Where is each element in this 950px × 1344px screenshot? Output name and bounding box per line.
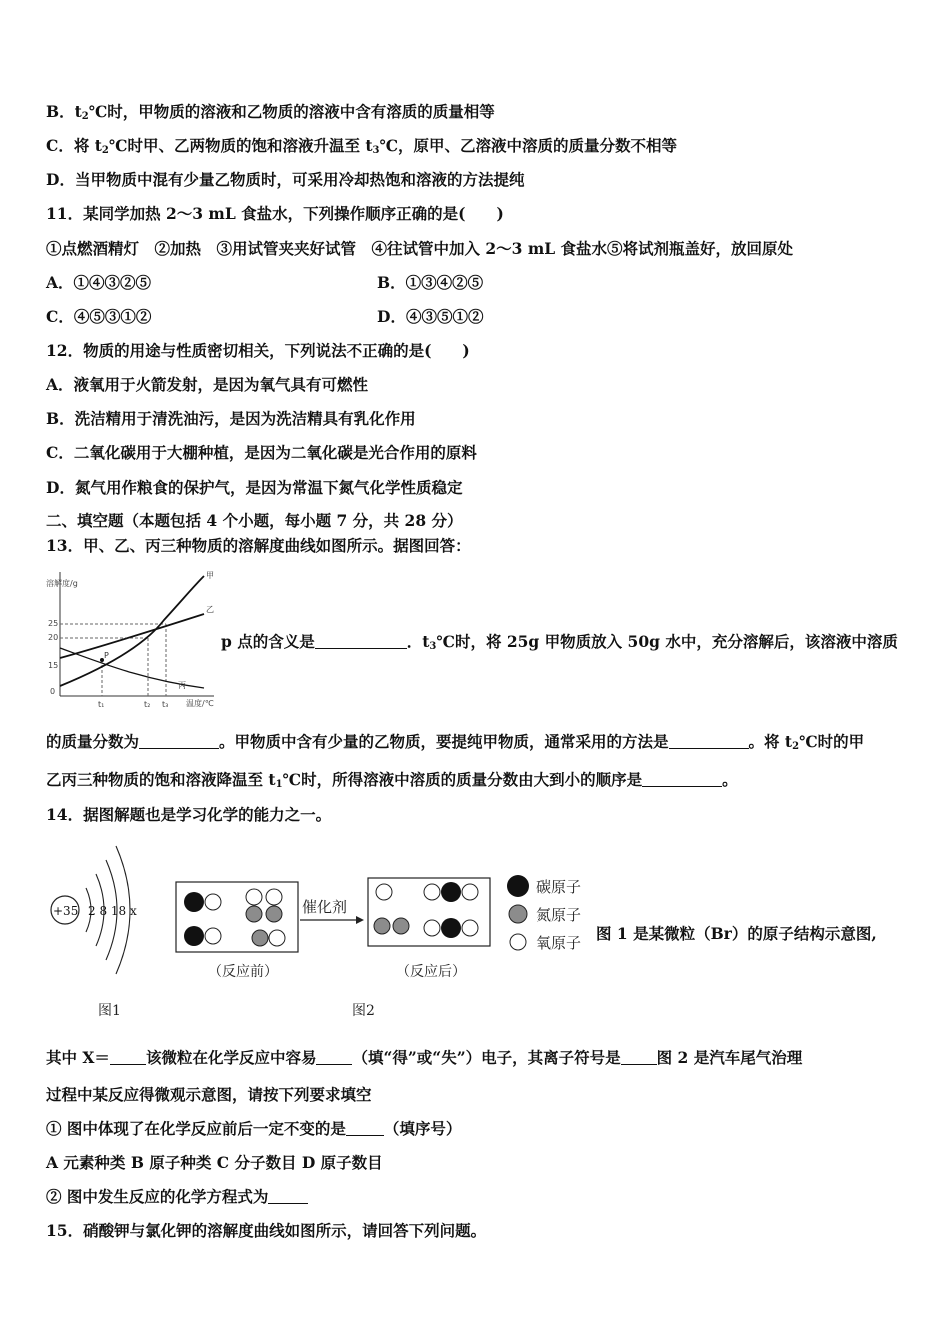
blank[interactable] [315, 634, 407, 649]
y-tick: 0 [50, 687, 56, 696]
solubility-chart [44, 568, 218, 710]
blank[interactable] [268, 1189, 308, 1204]
carbon-atom [184, 892, 204, 912]
legend-nitrogen-icon [509, 905, 527, 923]
figure-2-caption: 图2 [352, 1003, 375, 1019]
oxygen-atom [462, 884, 478, 900]
q12-option-b: B．洗洁精用于清洗油污，是因为洗洁精具有乳化作用 [46, 409, 416, 428]
chart-ylabel: 溶解度/g [46, 579, 78, 588]
nitrogen-atom [374, 918, 390, 934]
q13-stem: 13．甲、乙、丙三种物质的溶解度曲线如图所示。据图回答： [46, 536, 471, 555]
oxygen-atom [205, 928, 221, 944]
q10-option-b: B．$t_2℃$时，甲物质的溶液和乙物质的溶液中含有溶质的质量相等 [46, 102, 495, 122]
x-tick: t₁ [98, 700, 105, 709]
oxygen-atom [266, 889, 282, 905]
q10-option-d: D．当甲物质中混有少量乙物质时，可采用冷却热饱和溶液的方法提纯 [46, 170, 525, 189]
nitrogen-atom [252, 930, 268, 946]
q12-option-c: C．二氧化碳用于大棚种植，是因为二氧化碳是光合作用的原料 [46, 443, 477, 462]
curve-yi [60, 614, 204, 658]
curve-label: 甲 [206, 571, 214, 580]
blank[interactable] [139, 734, 219, 749]
legend-label: 氧原子 [536, 934, 582, 952]
nitrogen-atom [393, 918, 409, 934]
blank[interactable] [346, 1121, 384, 1136]
after-caption: （反应后） [396, 964, 466, 980]
x-tick: t₃ [162, 700, 169, 709]
atom-structure-diagram [44, 836, 150, 982]
figure-1-caption: 图1 [98, 1003, 121, 1019]
blank[interactable] [669, 734, 749, 749]
carbon-atom [184, 926, 204, 946]
section-heading: 二、填空题（本题包括 4 个小题，每小题 7 分，共 28 分） [46, 511, 463, 530]
nitrogen-atom [266, 906, 282, 922]
q11-option-c: C．④⑤③①② [46, 307, 152, 326]
blank[interactable] [642, 772, 722, 787]
q14-line-2: 过程中某反应得微观示意图，请按下列要求填空 [46, 1085, 372, 1104]
carbon-atom [441, 918, 461, 938]
x-tick: t₂ [144, 700, 151, 709]
blank[interactable] [110, 1050, 146, 1065]
q14-stem: 14．据图解题也是学习化学的能力之一。 [46, 805, 332, 824]
q11-steps: ①点燃酒精灯 ②加热 ③用试管夹夹好试管 ④往试管中加入 2～3 mL 食盐水⑤将试剂瓶盖好，放回原处 [46, 239, 794, 258]
catalyst-label: 催化剂 [302, 898, 348, 916]
y-tick: 20 [48, 633, 59, 642]
q14-sub-2: ② 图中发生反应的化学方程式为 [46, 1186, 308, 1208]
before-caption: （反应前） [208, 964, 278, 980]
q13-line-3: 乙丙三种物质的饱和溶液降温至 $t_1℃$时，所得溶液中溶质的质量分数由大到小的顺序是 。 [46, 770, 738, 790]
q11-option-a: A．①④③②⑤ [46, 273, 152, 292]
y-tick: 25 [48, 619, 59, 628]
oxygen-atom [424, 920, 440, 936]
blank[interactable] [316, 1050, 352, 1065]
legend-carbon-icon [507, 875, 529, 897]
oxygen-atom [462, 920, 478, 936]
legend-oxygen-icon [510, 934, 526, 950]
nitrogen-atom [246, 906, 262, 922]
q14-sub-1: ① 图中体现了在化学反应前后一定不变的是 （填序号） [46, 1119, 462, 1138]
q13-line-2: 的质量分数为 。甲物质中含有少量的乙物质，要提纯甲物质，通常采用的方法是 。将 $t_2℃$时的甲 [46, 732, 865, 752]
q13-inline-text: p 点的含义是 ．$t_3℃$时，将 25g 甲物质放入 50g 水中，充分溶解后，该溶液中溶质 [221, 632, 898, 652]
arrow-head [356, 916, 364, 924]
oxygen-atom [205, 894, 221, 910]
point-label: P [104, 651, 109, 660]
oxygen-atom [246, 889, 262, 905]
q11-option-b: B．①③④②⑤ [377, 273, 484, 292]
oxygen-atom [269, 930, 285, 946]
chart-xlabel: 温度/℃ [186, 699, 214, 708]
legend-label: 碳原子 [536, 878, 582, 896]
blank[interactable] [621, 1050, 657, 1065]
nucleus-charge: +35 [53, 904, 79, 918]
q12-option-d: D．氮气用作粮食的保护气，是因为常温下氮气化学性质稳定 [46, 478, 463, 497]
oxygen-atom [376, 884, 392, 900]
q14-inline-text: 图 1 是某微粒（Br）的原子结构示意图, [596, 924, 877, 943]
q11-option-d: D．④③⑤①② [377, 307, 484, 326]
q14-line-1: 其中 X＝ 该微粒在化学反应中容易 （填“得”或“失”）电子，其离子符号是 图 2 是汽车尾气治理 [46, 1048, 803, 1067]
oxygen-atom [424, 884, 440, 900]
carbon-atom [441, 882, 461, 902]
curve-label: 乙 [206, 605, 214, 614]
q14-choices: A 元素种类 B 原子种类 C 分子数目 D 原子数目 [46, 1153, 383, 1172]
curve-jia [60, 576, 204, 686]
q12-option-a: A．液氧用于火箭发射，是因为氧气具有可燃性 [46, 375, 369, 394]
y-tick: 15 [48, 661, 59, 670]
legend-label: 氮原子 [536, 906, 582, 924]
curve-label: 丙 [178, 681, 186, 690]
q11-stem: 11．某同学加热 2～3 mL 食盐水，下列操作顺序正确的是( ) [46, 204, 504, 223]
q10-option-c: C．将 $t_2℃$时甲、乙两物质的饱和溶液升温至 $t_3℃$，原甲、乙溶液中溶质的质量分数不相等 [46, 136, 678, 156]
q12-stem: 12．物质的用途与性质密切相关，下列说法不正确的是( ) [46, 341, 470, 360]
q15-stem: 15．硝酸钾与氯化钾的溶解度曲线如图所示，请回答下列问题。 [46, 1221, 487, 1240]
reaction-diagram [170, 870, 596, 986]
shell-electrons: 2 8 18 x [88, 904, 137, 918]
